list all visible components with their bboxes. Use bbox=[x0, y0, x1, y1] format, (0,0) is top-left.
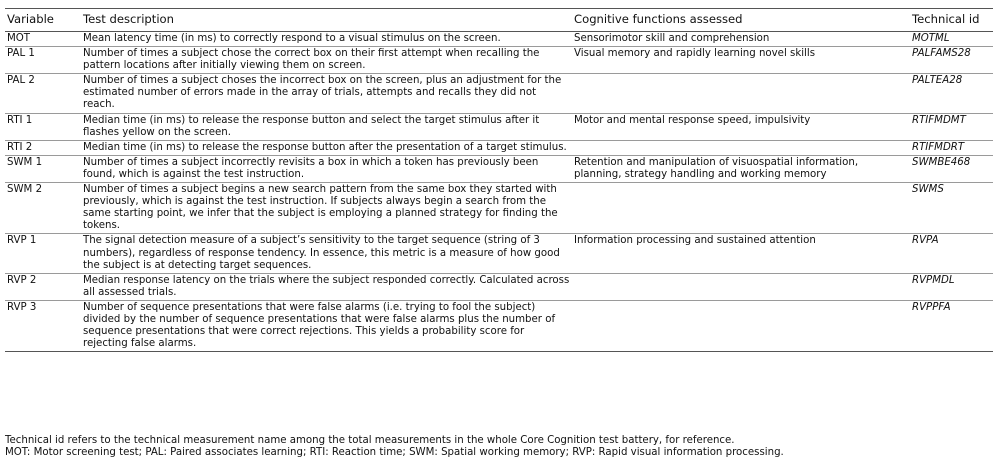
variable-cell: MOT bbox=[5, 32, 81, 47]
variable-cell: RVP 1 bbox=[5, 234, 81, 273]
table-header-row bbox=[5, 9, 993, 32]
table-row bbox=[5, 47, 993, 74]
description-cell: Number of times a subject begins a new search pattern from the same box they started with previously, which is against the test instruction. If subjects always begin a search from the same starting point, we infer that the subject is employing a planned strategy for finding the tokens. bbox=[81, 183, 572, 234]
description-cell: Median response latency on the trials where the subject responded correctly. Calculated across all assessed trials. bbox=[81, 273, 572, 300]
variable-cell: PAL 1 bbox=[5, 47, 81, 74]
functions-cell: Visual memory and rapidly learning novel skills bbox=[572, 47, 910, 74]
header-technical-id: Technical id bbox=[910, 9, 993, 32]
functions-cell bbox=[572, 300, 910, 351]
table-row bbox=[5, 183, 993, 234]
table-row bbox=[5, 273, 993, 300]
technical-id-cell: PALTEA28 bbox=[910, 74, 993, 113]
description-cell: Number of times a subject incorrectly revisits a box in which a token has previously been found, which is against the test instruction. bbox=[81, 155, 572, 182]
description-cell: Mean latency time (in ms) to correctly respond to a visual stimulus on the screen. bbox=[81, 32, 572, 47]
header-variable: Variable bbox=[5, 9, 81, 32]
functions-cell: Sensorimotor skill and comprehension bbox=[572, 32, 910, 47]
table-footnotes bbox=[5, 435, 995, 459]
footnote-technical-id: Technical id refers to the technical measurement name among the total measurements in the whole Core Cognition test battery, for reference. bbox=[5, 435, 735, 446]
technical-id-cell: SWMBE468 bbox=[910, 155, 993, 182]
functions-cell bbox=[572, 140, 910, 155]
technical-id-cell: RVPA bbox=[910, 234, 993, 273]
header-test-description: Test description bbox=[81, 9, 572, 32]
description-cell: The signal detection measure of a subject’s sensitivity to the target sequence (string of 3 numbers), regardless of response tendency. In essence, this metric is a measure of how good the subject is at detecting target sequences. bbox=[81, 234, 572, 273]
description-cell: Number of sequence presentations that were false alarms (i.e. trying to fool the subject) divided by the number of sequence presentations that were false alarms plus the number of sequence presentations that were correct rejections. This yields a probability score for rejecting false alarms. bbox=[81, 300, 572, 351]
header-cognitive-functions: Cognitive functions assessed bbox=[572, 9, 910, 32]
technical-id-cell: PALFAMS28 bbox=[910, 47, 993, 74]
technical-id-cell: RVPPFA bbox=[910, 300, 993, 351]
functions-cell bbox=[572, 273, 910, 300]
technical-id-cell: RTIFMDRT bbox=[910, 140, 993, 155]
table-row bbox=[5, 234, 993, 273]
functions-cell: Information processing and sustained attention bbox=[572, 234, 910, 273]
table-row bbox=[5, 74, 993, 113]
variable-cell: SWM 2 bbox=[5, 183, 81, 234]
variable-cell: RTI 2 bbox=[5, 140, 81, 155]
variable-cell: RVP 3 bbox=[5, 300, 81, 351]
description-cell: Number of times a subject choses the incorrect box on the screen, plus an adjustment for the estimated number of errors made in the array of trials, attempts and recalls they did not reach. bbox=[81, 74, 572, 113]
description-cell: Number of times a subject chose the correct box on their first attempt when recalling the pattern locations after initially viewing them on screen. bbox=[81, 47, 572, 74]
cognitive-tests-table bbox=[5, 8, 993, 352]
functions-cell: Motor and mental response speed, impulsivity bbox=[572, 113, 910, 140]
table-row bbox=[5, 140, 993, 155]
description-cell: Median time (in ms) to release the response button after the presentation of a target stimulus. bbox=[81, 140, 572, 155]
table-row bbox=[5, 32, 993, 47]
description-cell: Median time (in ms) to release the response button and select the target stimulus after it flashes yellow on the screen. bbox=[81, 113, 572, 140]
variable-cell: RTI 1 bbox=[5, 113, 81, 140]
technical-id-cell: SWMS bbox=[910, 183, 993, 234]
functions-cell bbox=[572, 74, 910, 113]
footnote-abbreviations: MOT: Motor screening test; PAL: Paired associates learning; RTI: Reaction time; SWM: Spatial working memory; RVP: Rapid visual information processing. bbox=[5, 447, 784, 459]
table-row bbox=[5, 113, 993, 140]
variable-cell: SWM 1 bbox=[5, 155, 81, 182]
variable-cell: PAL 2 bbox=[5, 74, 81, 113]
functions-cell: Retention and manipulation of visuospatial information, planning, strategy handling and working memory bbox=[572, 155, 910, 182]
table-row bbox=[5, 300, 993, 351]
variable-cell: RVP 2 bbox=[5, 273, 81, 300]
table-row bbox=[5, 155, 993, 182]
technical-id-cell: RTIFMDMT bbox=[910, 113, 993, 140]
technical-id-cell: RVPMDL bbox=[910, 273, 993, 300]
technical-id-cell: MOTML bbox=[910, 32, 993, 47]
functions-cell bbox=[572, 183, 910, 234]
